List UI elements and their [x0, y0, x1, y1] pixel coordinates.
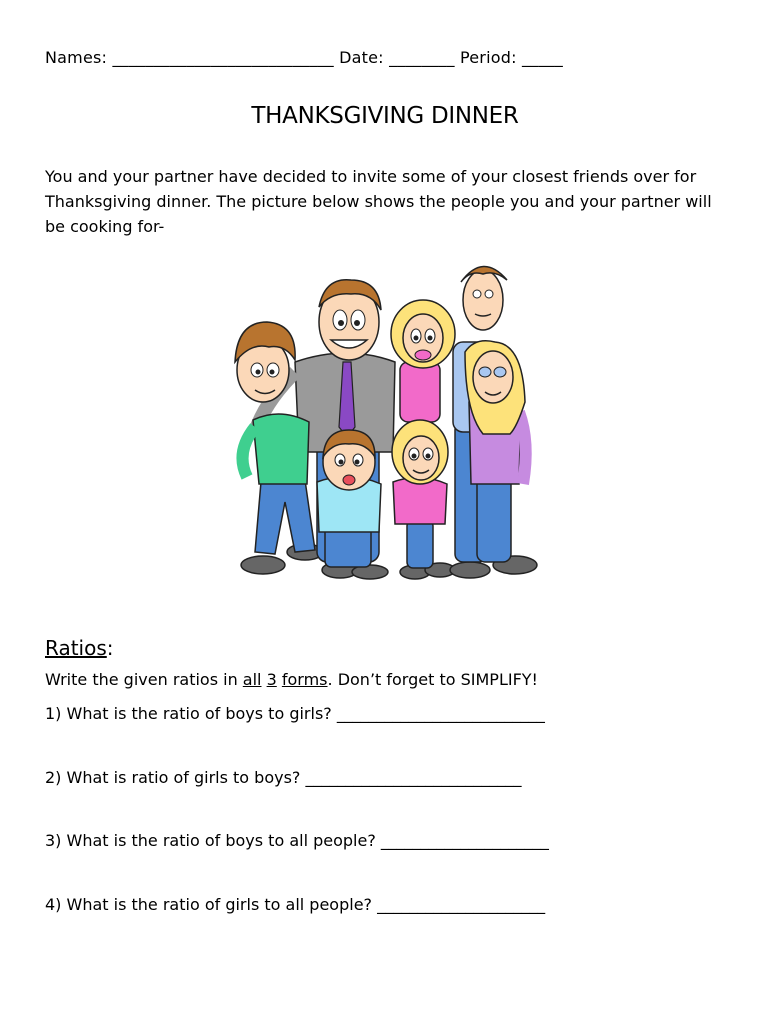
question-text: 3) What is the ratio of boys to all people? [45, 831, 376, 850]
answer-blank[interactable]: _____________________ [380, 831, 549, 850]
answer-blank[interactable]: _____________________ [377, 895, 546, 914]
small-boy [317, 430, 381, 567]
page-title: THANKSGIVING DINNER [251, 103, 519, 129]
question-4 [45, 895, 545, 914]
boy-left [235, 322, 315, 554]
answer-blank[interactable]: __________________________ [336, 704, 545, 723]
instructions: Write the given ratios in all 3 forms. Don’t forget to SIMPLIFY! [45, 670, 538, 689]
question-text: 1) What is the ratio of boys to girls? [45, 704, 332, 723]
period-field[interactable]: _____ [521, 48, 563, 67]
names-field[interactable]: ___________________________ [112, 48, 334, 67]
blonde-woman [391, 300, 455, 422]
question-text: 4) What is the ratio of girls to all people? [45, 895, 373, 914]
ratios-heading-text: Ratios [45, 636, 107, 660]
question-text: 2) What is ratio of girls to boys? [45, 768, 301, 787]
question-1 [45, 704, 545, 723]
worksheet-header [45, 48, 563, 67]
answer-blank[interactable]: ___________________________ [305, 768, 522, 787]
family-cartoon-icon [225, 252, 545, 587]
names-label: Names: [45, 48, 108, 67]
date-field[interactable]: ________ [389, 48, 455, 67]
small-girl [392, 420, 448, 568]
period-label: Period: [459, 48, 517, 67]
ratios-heading: Ratios: [45, 636, 114, 660]
intro-paragraph: You and your partner have decided to invite some of your closest friends over for Thanksgiving dinner. The picture below shows the people you and your partner will be cooking for- [45, 167, 712, 236]
question-3 [45, 831, 549, 850]
question-2 [45, 768, 522, 787]
date-label: Date: [339, 48, 384, 67]
